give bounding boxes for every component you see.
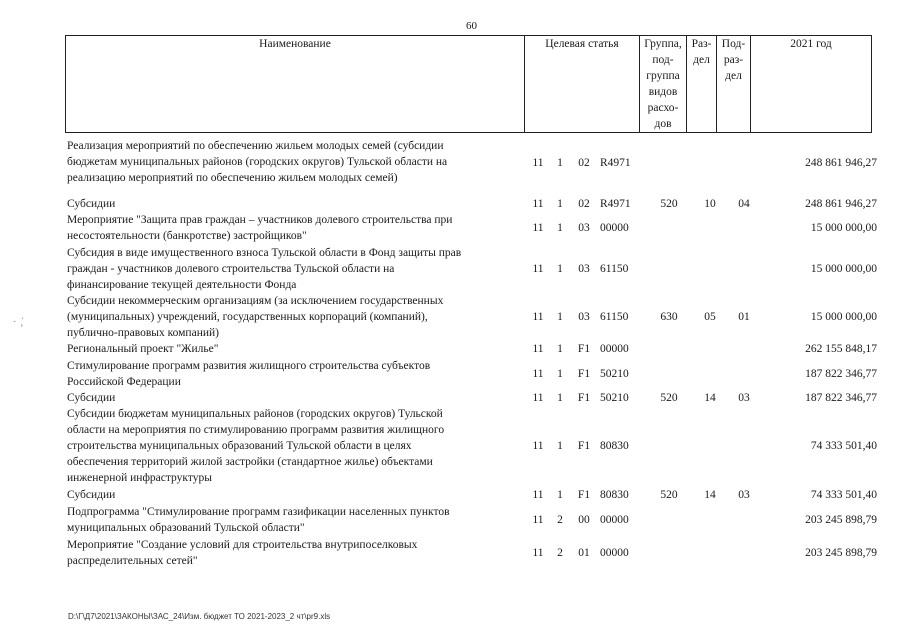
row-code-program: 11 bbox=[532, 263, 544, 275]
row-amount: 203 245 898,79 bbox=[805, 514, 877, 526]
row-amount: 74 333 501,40 bbox=[810, 489, 877, 501]
row-expense-group: 520 bbox=[660, 489, 678, 501]
page-number: 60 bbox=[466, 20, 477, 32]
row-code-subprogram: 2 bbox=[557, 547, 563, 559]
row-code-subprogram: 1 bbox=[557, 343, 563, 355]
row-code-event: F1 bbox=[577, 440, 591, 452]
row-code-subprogram: 1 bbox=[557, 440, 563, 452]
row-code-subprogram: 1 bbox=[557, 489, 563, 501]
header-name: Наименование bbox=[66, 36, 525, 133]
row-name: Субсидии bbox=[67, 489, 116, 501]
row-code-program: 11 bbox=[532, 547, 544, 559]
row-code-direction: R4971 bbox=[600, 157, 631, 169]
row-amount: 262 155 848,17 bbox=[805, 343, 877, 355]
header-subsection: Под- раз- дел bbox=[717, 36, 751, 133]
row-name: Мероприятие "Создание условий для строительства внутрипоселковых распределительных сетей" bbox=[67, 539, 418, 567]
row-expense-group: 630 bbox=[660, 311, 678, 323]
row-amount: 15 000 000,00 bbox=[810, 311, 877, 323]
row-name: Субсидии некоммерческим организациям (за исключением государственных (муниципальных) учреждений, государственных корпораций (компаний), публично-правовых компаний) bbox=[67, 295, 444, 339]
row-code-direction: 80830 bbox=[600, 489, 629, 501]
row-amount: 74 333 501,40 bbox=[810, 440, 877, 452]
row-code-event: F1 bbox=[577, 343, 591, 355]
row-code-subprogram: 1 bbox=[557, 263, 563, 275]
row-code-program: 11 bbox=[532, 198, 544, 210]
row-code-direction: 50210 bbox=[600, 368, 629, 380]
row-amount: 248 861 946,27 bbox=[805, 157, 877, 169]
row-section: 14 bbox=[704, 392, 716, 404]
row-code-direction: 00000 bbox=[600, 547, 629, 559]
row-code-program: 11 bbox=[532, 514, 544, 526]
row-name: Реализация мероприятий по обеспечению жильем молодых семей (субсидии бюджетам муниципальных районов (городских округов) Тульской области на реализацию мероприятий по обеспечению жильем молодых семей) bbox=[67, 140, 448, 184]
row-section: 14 bbox=[704, 489, 716, 501]
row-code-subprogram: 1 bbox=[557, 222, 563, 234]
header-year: 2021 год bbox=[751, 36, 872, 133]
row-name: Субсидии бюджетам муниципальных районов (городских округов) Тульской области на мероприятия по стимулированию программ развития жилищного строительства муниципальных образований Тульской области в целях обеспечения территорий жилой застройки (стандартное жилье) объектами инженерной инфраструктуры bbox=[67, 408, 445, 484]
row-subsection: 03 bbox=[738, 489, 750, 501]
row-code-direction: 50210 bbox=[600, 392, 629, 404]
row-amount: 187 822 346,77 bbox=[805, 392, 877, 404]
row-code-direction: 00000 bbox=[600, 343, 629, 355]
row-code-event: 00 bbox=[578, 514, 590, 526]
row-code-program: 11 bbox=[532, 392, 544, 404]
table-header bbox=[65, 35, 872, 133]
row-name: Субсидия в виде имущественного взноса Тульской области в Фонд защиты прав граждан - участников долевого строительства Тульской области на финансирование текущей деятельности Фонда bbox=[67, 247, 462, 291]
row-code-direction: R4971 bbox=[600, 198, 631, 210]
row-code-program: 11 bbox=[532, 222, 544, 234]
header-target-article: Целевая статья bbox=[525, 36, 640, 133]
row-amount: 15 000 000,00 bbox=[810, 263, 877, 275]
row-subsection: 04 bbox=[738, 198, 750, 210]
row-code-subprogram: 1 bbox=[557, 368, 563, 380]
row-expense-group: 520 bbox=[660, 392, 678, 404]
row-code-event: F1 bbox=[577, 489, 591, 501]
row-code-direction: 80830 bbox=[600, 440, 629, 452]
row-code-event: 03 bbox=[578, 311, 590, 323]
row-name: Субсидии bbox=[67, 198, 116, 210]
row-code-direction: 00000 bbox=[600, 222, 629, 234]
row-code-event: F1 bbox=[577, 368, 591, 380]
row-code-event: 02 bbox=[578, 157, 590, 169]
row-name: Стимулирование программ развития жилищного строительства субъектов Российской Федерации bbox=[67, 360, 431, 388]
row-code-program: 11 bbox=[532, 489, 544, 501]
row-amount: 203 245 898,79 bbox=[805, 547, 877, 559]
row-subsection: 01 bbox=[738, 311, 750, 323]
row-code-direction: 61150 bbox=[600, 263, 629, 275]
row-amount: 15 000 000,00 bbox=[810, 222, 877, 234]
row-section: 10 bbox=[704, 198, 716, 210]
row-code-subprogram: 1 bbox=[557, 311, 563, 323]
row-code-subprogram: 1 bbox=[557, 392, 563, 404]
row-code-event: F1 bbox=[577, 392, 591, 404]
margin-mark: ˋ ,ˊ bbox=[12, 316, 28, 331]
header-section: Раз- дел bbox=[687, 36, 717, 133]
row-expense-group: 520 bbox=[660, 198, 678, 210]
file-path-footer: D:\Г\Д7\2021\ЗАКОНЫ\ЗАС_24\Изм. бюджет ТО 2021-2023_2 чт\pr9.xls bbox=[68, 612, 331, 621]
row-code-direction: 00000 bbox=[600, 514, 629, 526]
row-code-event: 03 bbox=[578, 263, 590, 275]
row-subsection: 03 bbox=[738, 392, 750, 404]
row-name: Субсидии bbox=[67, 392, 116, 404]
row-code-subprogram: 1 bbox=[557, 157, 563, 169]
header-expense-group: Группа, под- группа видов расхо- дов bbox=[640, 36, 687, 133]
row-amount: 248 861 946,27 bbox=[805, 198, 877, 210]
row-code-program: 11 bbox=[532, 311, 544, 323]
row-code-program: 11 bbox=[532, 343, 544, 355]
row-code-program: 11 bbox=[532, 157, 544, 169]
row-code-event: 01 bbox=[578, 547, 590, 559]
row-code-program: 11 bbox=[532, 368, 544, 380]
row-code-program: 11 bbox=[532, 440, 544, 452]
row-code-direction: 61150 bbox=[600, 311, 629, 323]
row-section: 05 bbox=[704, 311, 716, 323]
row-amount: 187 822 346,77 bbox=[805, 368, 877, 380]
row-code-subprogram: 1 bbox=[557, 198, 563, 210]
row-name: Мероприятие "Защита прав граждан – участников долевого строительства при несостоятельности (банкротстве) застройщиков" bbox=[67, 214, 453, 242]
row-code-event: 03 bbox=[578, 222, 590, 234]
row-name: Подпрограмма "Стимулирование программ газификации населенных пунктов муниципальных образований Тульской области" bbox=[67, 506, 450, 534]
row-code-subprogram: 2 bbox=[557, 514, 563, 526]
row-code-event: 02 bbox=[578, 198, 590, 210]
row-name: Региональный проект "Жилье" bbox=[67, 343, 219, 355]
